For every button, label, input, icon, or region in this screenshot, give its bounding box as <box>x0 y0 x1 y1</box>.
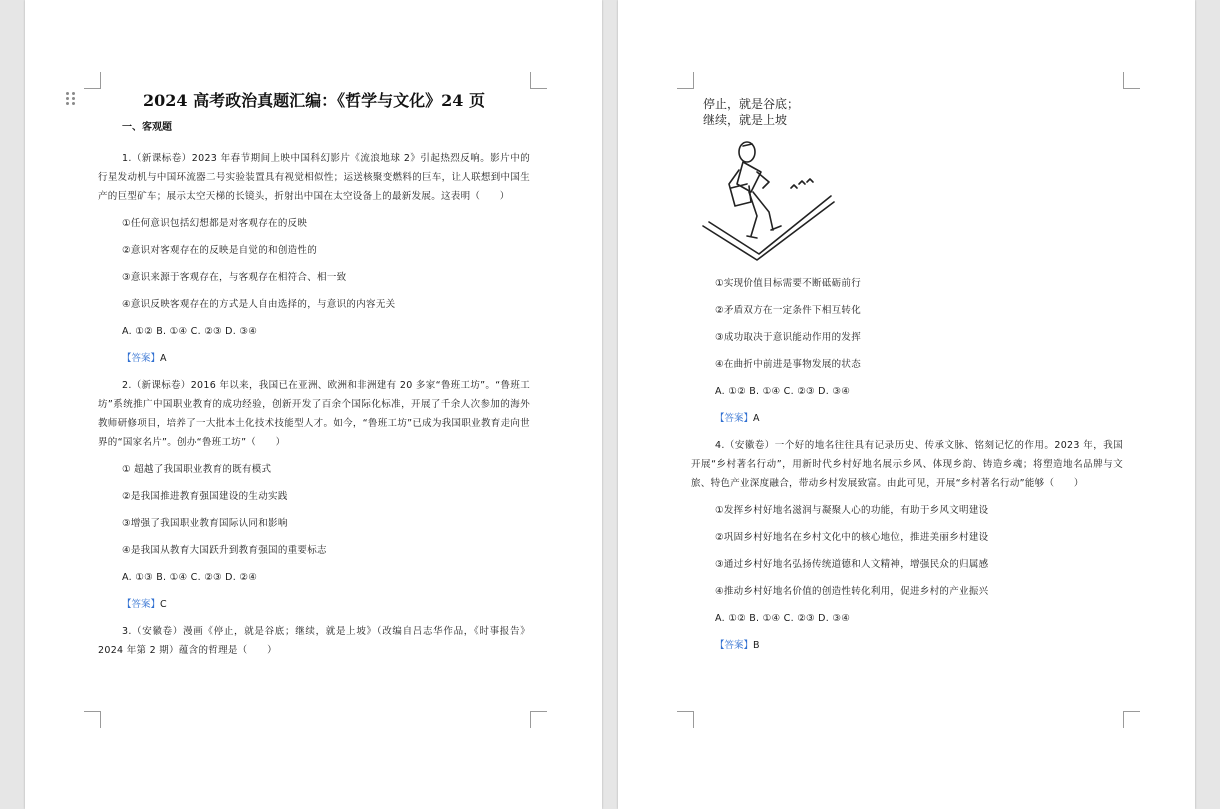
question-1-stem[interactable]: 1.（新课标卷）2023 年春节期间上映中国科幻影片《流浪地球 2》引起热烈反响。影片中的行星发动机与中国环流器二号实验装置具有视觉相似性；运送核聚变燃料的巨车，让人联想到中国生产的巨型矿车；展示太空天梯的长镜头，折射出中国在太空设备上的最新发展。这表明（ ） <box>98 153 530 202</box>
question-3-choices[interactable]: A. ①② B. ①④ C. ②③ D. ③④ <box>715 386 851 397</box>
question-4-option[interactable]: ④推动乡村好地名价值的创造性转化利用，促进乡村的产业振兴 <box>715 586 989 597</box>
section-heading[interactable]: 一、客观题 <box>122 122 172 133</box>
page-content <box>691 96 1123 663</box>
question-4-answer[interactable] <box>715 636 1123 655</box>
answer-value: B <box>753 640 760 651</box>
question-3-option[interactable]: ②矛盾双方在一定条件下相互转化 <box>715 305 862 316</box>
question-4-option[interactable]: ②巩固乡村好地名在乡村文化中的核心地位，推进美丽乡村建设 <box>715 532 989 543</box>
question-3-option[interactable]: ①实现价值目标需要不断砥砺前行 <box>715 278 862 289</box>
crop-mark <box>1123 711 1140 728</box>
crop-mark <box>677 711 694 728</box>
crop-mark <box>84 711 101 728</box>
cartoon-climber-illustration <box>699 126 849 266</box>
question-1-option[interactable]: ②意识对客观存在的反映是自觉的和创造性的 <box>122 245 318 256</box>
answer-value: C <box>160 599 167 610</box>
document-title[interactable]: 2024 高考政治真题汇编：《哲学与文化》24 页 <box>143 91 485 110</box>
question-1-choices[interactable]: A. ①② B. ①④ C. ②③ D. ③④ <box>122 326 258 337</box>
question-4-option[interactable]: ③通过乡村好地名弘扬传统道德和人文精神，增强民众的归属感 <box>715 559 989 570</box>
answer-value: A <box>753 413 760 424</box>
document-page-right <box>618 0 1195 809</box>
question-1-option[interactable]: ④意识反映客观存在的方式是人自由选择的，与意识的内容无关 <box>122 299 396 310</box>
question-2-stem[interactable]: 2.（新课标卷）2016 年以来，我国已在亚洲、欧洲和非洲建有 20 多家“鲁班工坊”。“鲁班工坊”系统推广中国职业教育的成功经验，创新开发了百余个国际化标准，开展了千余人次参加的海外教师研修项目，培养了一大批本土化技术技能型人才。如今，“鲁班工坊”已成为我国职业教育走向世界的“国家名片”。创办“鲁班工坊”（ ） <box>98 380 530 448</box>
page-content <box>98 88 530 668</box>
question-4-option[interactable]: ①发挥乡村好地名滋润与凝聚人心的功能，有助于乡风文明建设 <box>715 505 989 516</box>
question-2-option[interactable]: ① 超越了我国职业教育的既有模式 <box>122 464 272 475</box>
crop-mark <box>530 72 547 89</box>
crop-mark <box>530 711 547 728</box>
crop-mark <box>1123 72 1140 89</box>
answer-tag: 【答案】 <box>122 353 161 364</box>
question-3-stem[interactable]: 3.（安徽卷）漫画《停止，就是谷底；继续，就是上坡》（改编自吕志华作品，《时事报告》2024 年第 2 期）蕴含的哲理是（ ） <box>98 626 530 656</box>
answer-tag: 【答案】 <box>122 599 161 610</box>
cartoon-image[interactable] <box>699 96 849 266</box>
question-2-option[interactable]: ④是我国从教育大国跃升到教育强国的重要标志 <box>122 545 327 556</box>
cartoon-caption-line: 继续，就是上坡 <box>703 113 788 127</box>
question-1-option[interactable]: ③意识来源于客观存在，与客观存在相符合、相一致 <box>122 272 347 283</box>
question-1-answer[interactable] <box>122 349 530 368</box>
question-2-option[interactable]: ③增强了我国职业教育国际认同和影响 <box>122 518 288 529</box>
drag-handle-icon[interactable] <box>66 92 76 106</box>
crop-mark <box>84 72 101 89</box>
document-page-left <box>25 0 602 809</box>
answer-tag: 【答案】 <box>715 640 754 651</box>
question-4-choices[interactable]: A. ①② B. ①④ C. ②③ D. ③④ <box>715 613 851 624</box>
question-3-answer[interactable] <box>715 409 1123 428</box>
question-2-choices[interactable]: A. ①③ B. ①④ C. ②③ D. ②④ <box>122 572 258 583</box>
question-4-stem[interactable]: 4.（安徽卷）一个好的地名往往具有记录历史、传承文脉、铭刻记忆的作用。2023 年，我国开展“乡村著名行动”，用新时代乡村好地名展示乡风、体现乡韵、铸造乡魂；将塑造地名品牌与文旅、特色产业深度融合，带动乡村发展致富。由此可见，开展“乡村著名行动”能够（ ） <box>691 440 1123 489</box>
cartoon-caption <box>703 96 799 128</box>
question-3-option[interactable]: ③成功取决于意识能动作用的发挥 <box>715 332 862 343</box>
answer-value: A <box>160 353 167 364</box>
answer-tag: 【答案】 <box>715 413 754 424</box>
question-3-option[interactable]: ④在曲折中前进是事物发展的状态 <box>715 359 862 370</box>
crop-mark <box>677 72 694 89</box>
question-2-answer[interactable] <box>122 595 530 614</box>
question-1-option[interactable]: ①任何意识包括幻想都是对客观存在的反映 <box>122 218 308 229</box>
question-2-option[interactable]: ②是我国推进教育强国建设的生动实践 <box>122 491 288 502</box>
cartoon-caption-line: 停止，就是谷底； <box>703 97 800 111</box>
